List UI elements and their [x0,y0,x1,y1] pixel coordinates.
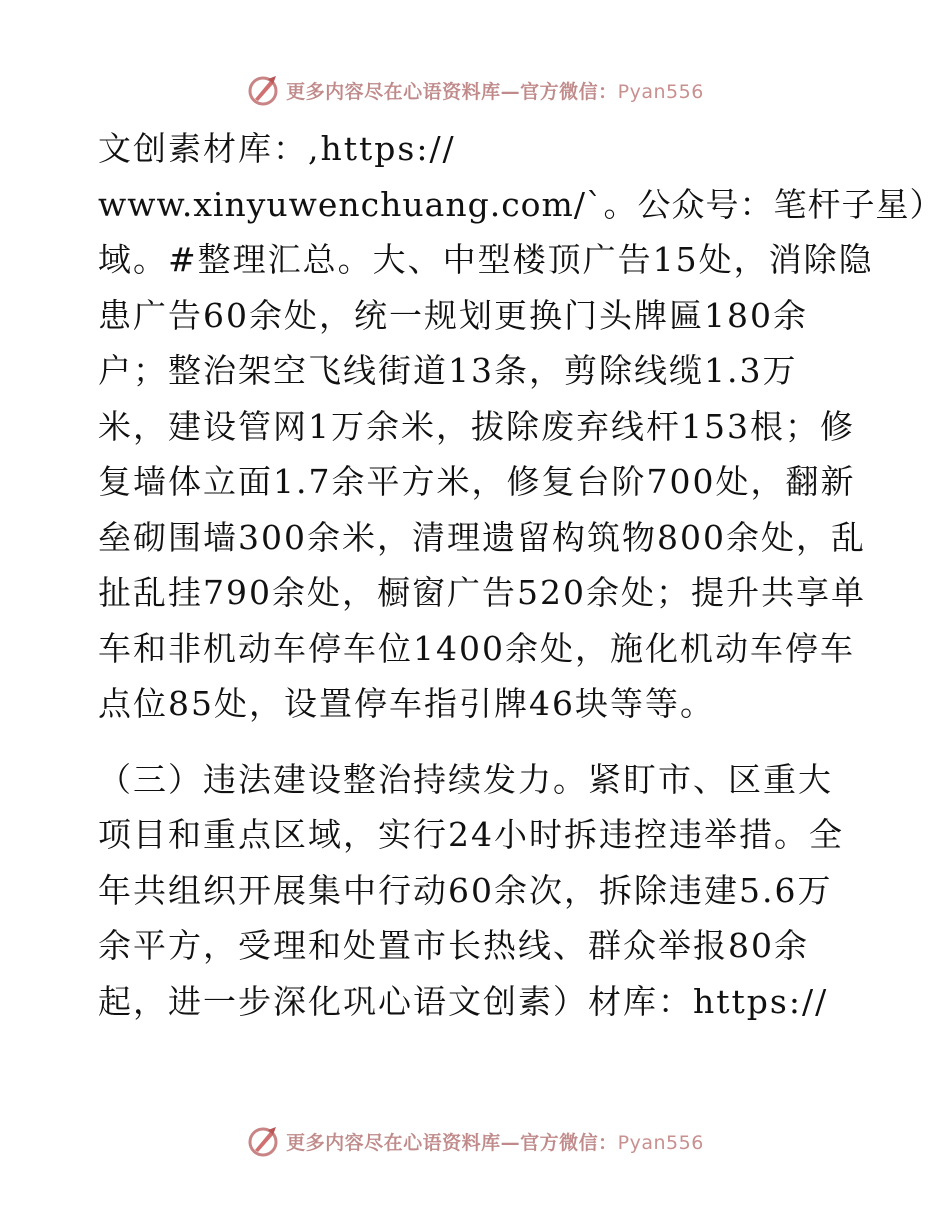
paragraph-1 [98,126,944,727]
body-line: www.xinyuwenchuang.com/`。公众号：笔杆子星） [98,184,944,224]
header-banner-handle: Pyan556 [617,80,704,103]
body-line: 年共组织开展集中行动60余次，拆除违建5.6万 [98,870,833,910]
quill-circle-icon [246,1124,280,1158]
body-line: 户；整治架空飞线街道13条，剪除线缆1.3万 [98,351,798,390]
body-line: 车和非机动车停车位1400余处，施化机动车停车 [98,628,855,668]
body-line: 域。#整理汇总。大、中型楼顶广告15处，消除隐 [98,240,874,279]
quill-circle-icon [246,73,280,107]
body-line: 起，进一步深化巩心语文创素）材库：https:// [98,981,829,1021]
body-line: 项目和重点区域，实行24小时拆违控违举措。全 [98,815,844,854]
body-line: 点位85处，设置停车指引牌46块等等。 [98,684,715,723]
body-line: 扯乱挂790余处，橱窗广告520余处；提升共享单 [98,573,866,612]
body-line: （三）违法建设整治持续发力。紧盯市、区重大 [98,759,833,799]
paragraph-gap [98,737,858,757]
body-line: 患广告60余处，统一规划更换门头牌匾180余 [98,295,808,335]
body-line: 米，建设管网1万余米，拔除废弃线杆153根；修 [98,406,855,446]
paragraph-2 [98,757,858,1025]
header-banner-text [286,77,704,104]
footer-banner-handle: Pyan556 [617,1131,704,1154]
document-body [98,126,944,1034]
body-line: 文创素材库：,https:// [98,129,456,168]
header-banner [0,70,950,110]
body-line: 复墙体立面1.7余平方米，修复台阶700处，翻新 [98,462,856,501]
body-line: 垒砌围墙300余米，清理遗留构筑物800余处，乱 [98,517,866,557]
footer-banner [0,1121,950,1161]
body-line: 余平方，受理和处置市长热线、群众举报80余 [98,926,809,965]
footer-banner-label: 更多内容尽在心语资料库—官方微信： [286,1131,618,1154]
header-banner-label: 更多内容尽在心语资料库—官方微信： [286,80,618,103]
footer-banner-text [286,1128,704,1155]
